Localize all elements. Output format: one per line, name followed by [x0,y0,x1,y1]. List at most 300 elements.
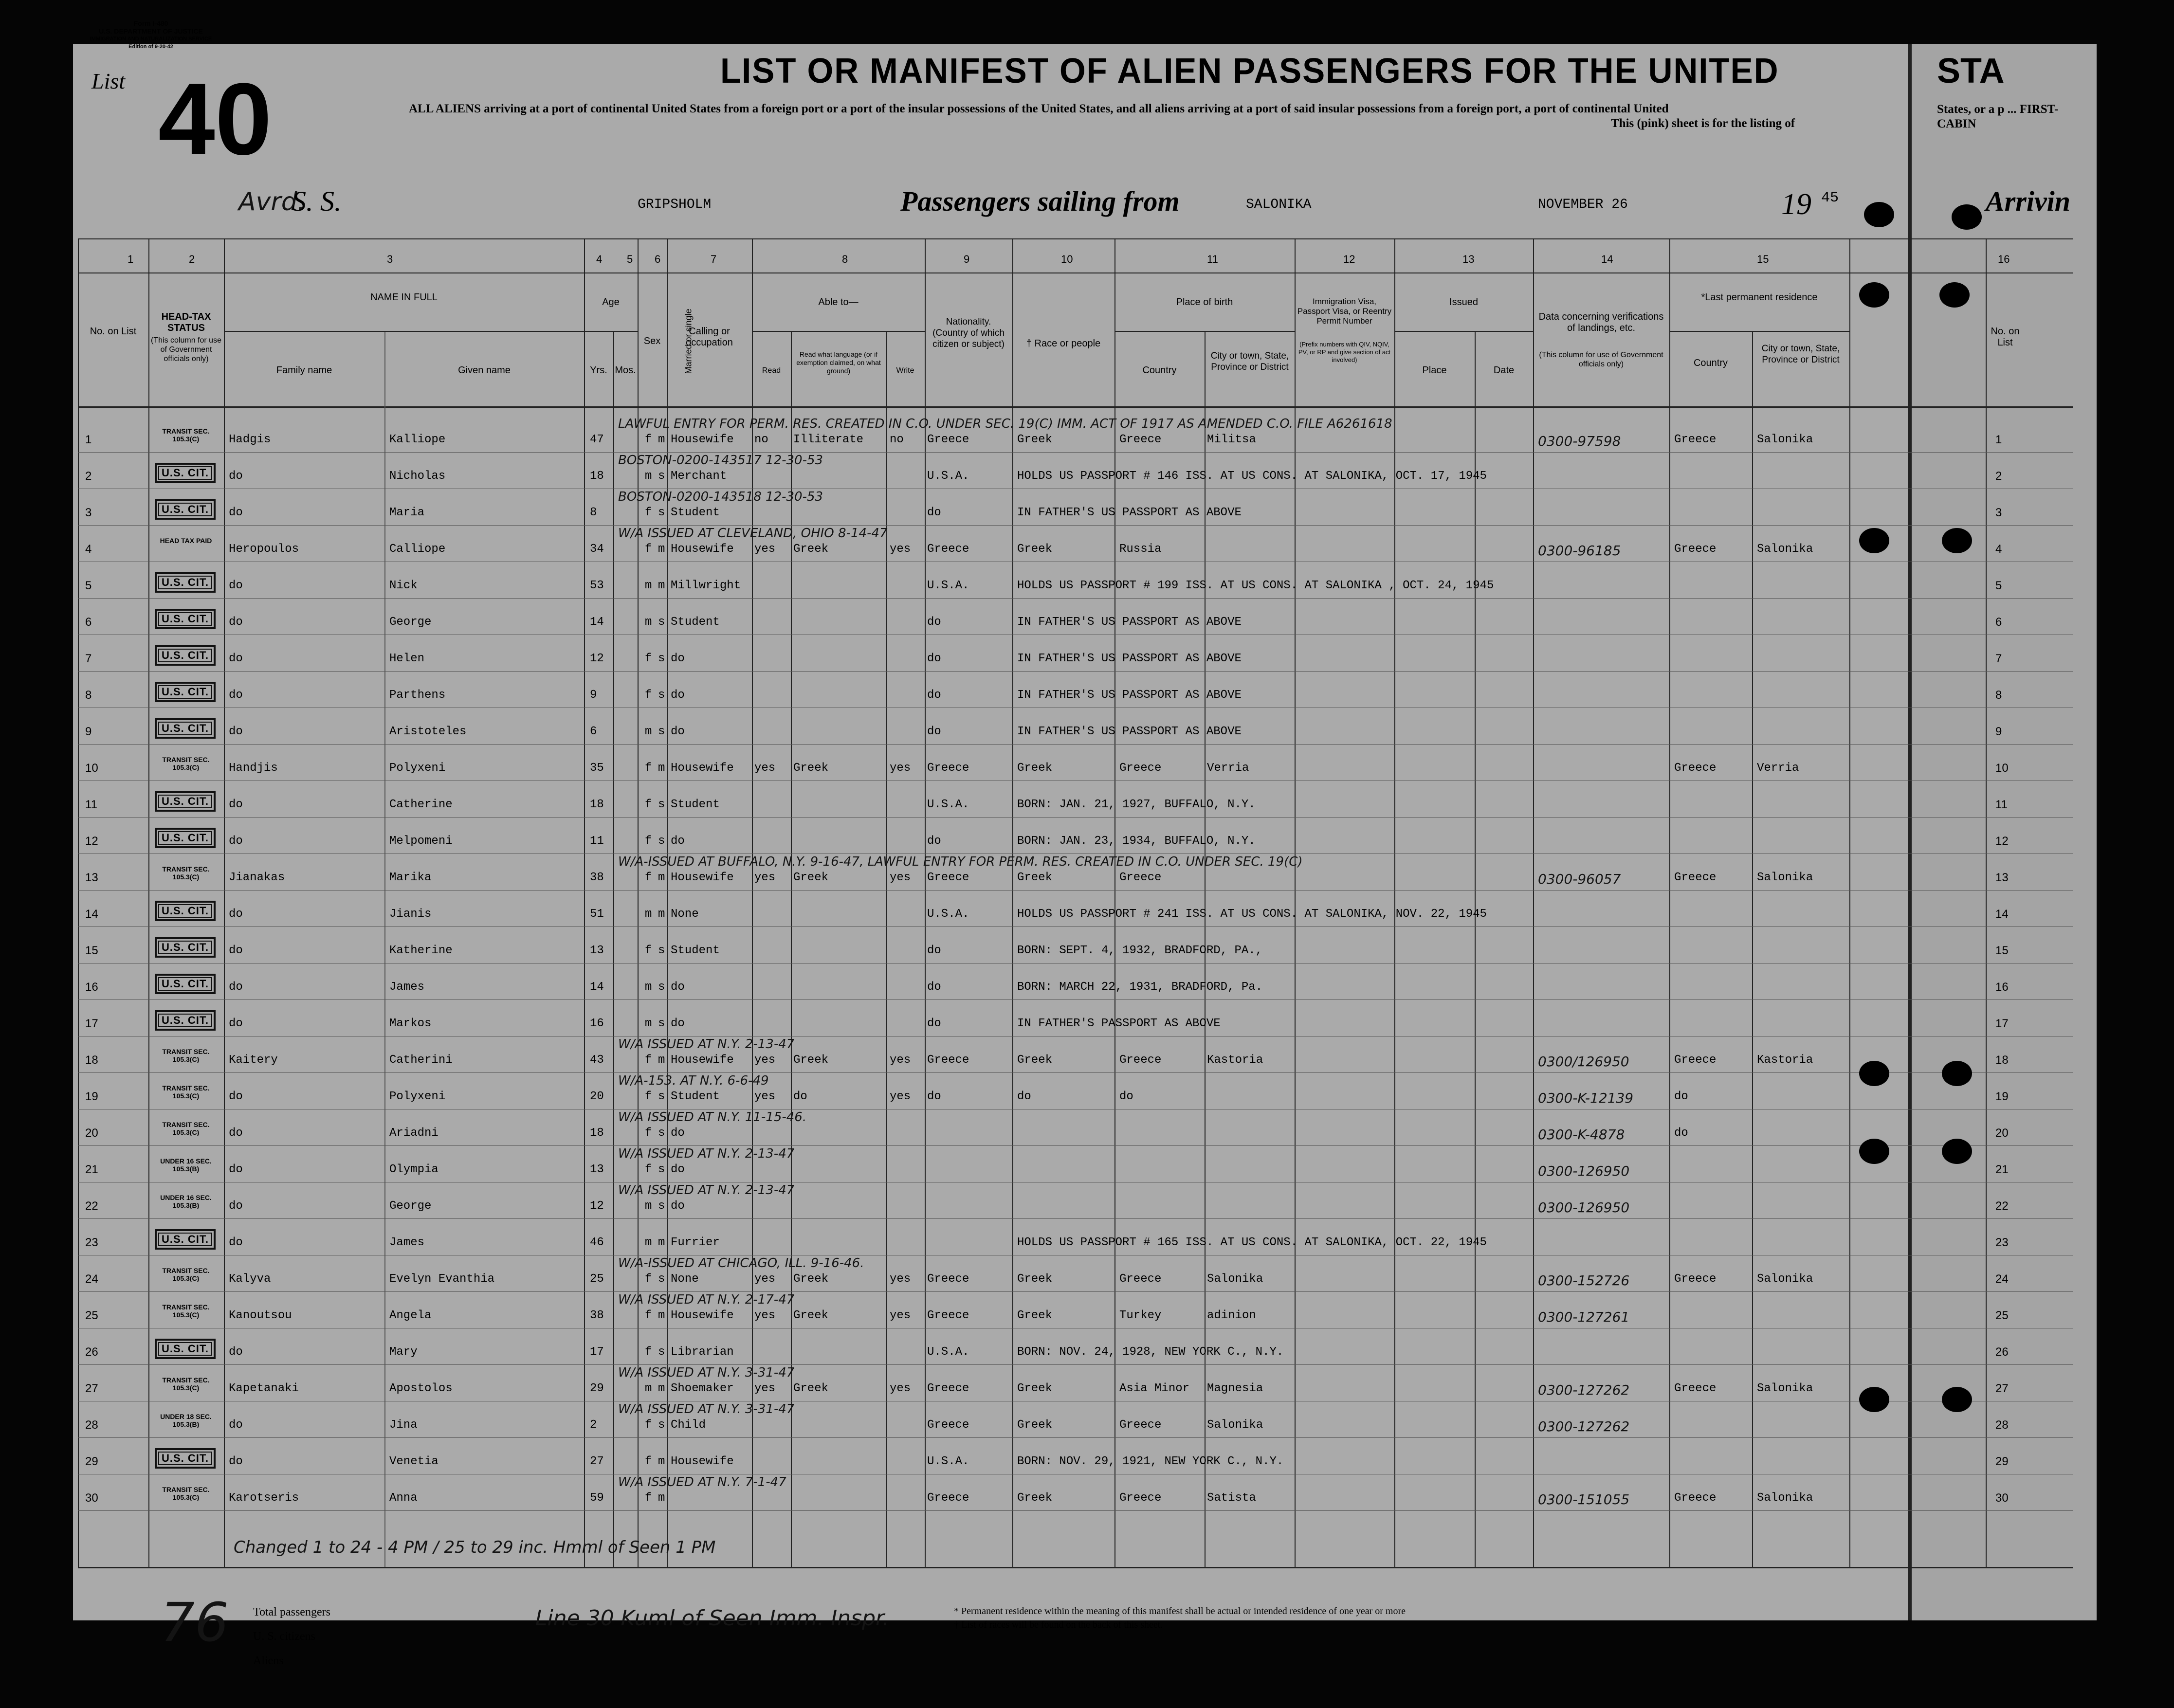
cell-city: adinion [1207,1309,1256,1322]
cell-handwritten-note: W/A ISSUED AT N.Y. 2-13-47 [618,1037,795,1052]
cell-country: Greece [1119,1054,1162,1067]
cell-sex: m [645,1017,652,1030]
cell-sex: f [645,762,652,775]
handwritten-bottom-note: Changed 1 to 24 - 4 PM / 25 to 29 inc. Hmml of Seen 1 PM [234,1538,716,1557]
stub-row-number: 11 [1995,798,2008,811]
rule-v [886,331,887,1567]
cell-handwritten-note: W/A ISSUED AT N.Y. 2-13-47 [618,1146,795,1161]
cell-calling: Student [671,798,720,811]
cell-race: Greek [1017,433,1053,446]
colnum-8: 8 [842,253,848,265]
us-cit-stamp: U.S. CIT. [155,791,216,812]
cell-given: George [389,1199,432,1213]
cell-passport: IN FATHER'S US PASSPORT AS ABOVE [1017,506,1242,519]
stub-row-number: 28 [1995,1418,2009,1432]
cell-race: Greek [1017,1309,1053,1322]
hdr-family-name: Family name [276,365,332,376]
cell-family: Handjis [229,762,278,775]
cell-family: do [229,944,243,957]
stub-row-number: 12 [1995,835,2009,848]
cell-family: Kanoutsou [229,1309,292,1322]
cell-given: Calliope [389,543,446,556]
cell-given: Ariadni [389,1127,438,1140]
cell-no: 15 [85,944,98,957]
cell-ms: m [658,1054,665,1067]
hdr-birth-city: City or town, State, Province or District [1210,351,1289,372]
cell-sex: f [645,543,652,556]
ink-dot [1939,282,1970,308]
cell-ms: s [658,652,665,665]
cell-no: 5 [85,579,92,592]
cell-given: Anna [389,1491,418,1505]
cell-family: do [229,1090,243,1103]
cell-lang: Greek [793,762,829,775]
stub-row-number: 17 [1995,1017,2009,1030]
cell-yrs: 18 [590,798,604,811]
cell-ms: s [658,944,665,957]
cell-sex: f [645,1272,652,1286]
cell-sex: m [645,1382,652,1395]
rule-v [148,238,149,1567]
cell-read: yes [754,1272,776,1286]
hdr-head-tax: HEAD-TAX STATUS [161,311,211,333]
cell-handwritten-note: W/A-ISSUED AT BUFFALO, N.Y. 9-16-47, LAWFUL ENTRY FOR PERM. RES. CREATED IN C.O. UNDER SEC. 19(C) [618,854,1303,869]
cell-no: 9 [85,725,92,738]
cell-calling: do [671,725,685,738]
ink-dot [1952,204,1982,230]
arriving-label: Arrivin [1986,185,2071,217]
us-cit-stamp: U.S. CIT. [155,463,216,483]
stub-row-number: 6 [1995,616,2002,629]
cell-family: Kalyva [229,1272,271,1286]
cell-family: do [229,1418,243,1432]
cell-sex: f [645,1163,652,1176]
cell-nat: Greece [927,1272,969,1286]
cell-given: George [389,616,432,629]
hdr-calling: Calling or occupation [686,326,733,348]
cell-ms: s [658,981,665,994]
cell-write: yes [890,1054,911,1067]
cell-rcity: Salonika [1757,543,1813,556]
ss-label: S. S. [292,185,342,217]
cell-yrs: 14 [590,981,604,994]
cell-yrs: 47 [590,433,604,446]
cell-yrs: 12 [590,1199,604,1213]
cell-calling: None [671,908,699,921]
cell-sex: f [645,1491,652,1505]
cell-rcountry: Greece [1674,762,1717,775]
cell-data: 0300-97598 [1538,433,1621,449]
cell-read: yes [754,871,776,884]
cell-rcountry: Greece [1674,543,1717,556]
cell-ms: s [658,1345,665,1359]
us-cit-stamp: U.S. CIT. [155,901,216,921]
cell-no: 22 [85,1199,98,1213]
cell-sex: m [645,981,652,994]
stub-row-number: 19 [1995,1090,2009,1103]
header-bottom-rule [78,406,2073,408]
stub-row-number: 29 [1995,1455,2009,1468]
rule-v [584,238,585,1567]
stub-row-number: 9 [1995,725,2002,738]
cell-country: Greece [1119,1272,1162,1286]
cell-rcity: Salonika [1757,1382,1813,1395]
cell-calling: Student [671,616,720,629]
colnum-15: 15 [1757,253,1769,265]
cell-yrs: 18 [590,1127,604,1140]
cell-given: Melpomeni [389,835,453,848]
cell-write: yes [890,762,911,775]
cell-family: Heropoulos [229,543,299,556]
cell-sex: f [645,798,652,811]
row-rule [78,598,2073,599]
head-tax-status: HEAD TAX PAID [160,537,212,545]
cell-family: do [229,1455,243,1468]
row-rule [78,1145,2073,1146]
colnum-5: 5 [627,253,633,265]
cell-data: 0300-96185 [1538,543,1621,559]
cell-passport: BORN: JAN. 23, 1934, BUFFALO, N.Y. [1017,835,1256,848]
head-tax-status: TRANSIT SEC. 105.3(C) [162,1303,210,1319]
cell-no: 14 [85,908,98,921]
us-cit-stamp: U.S. CIT. [155,937,216,958]
colnum-1: 1 [128,253,134,265]
cell-family: do [229,652,243,665]
rule-v [1752,331,1753,1567]
cell-rcountry: Greece [1674,871,1717,884]
head-tax-status: TRANSIT SEC. 105.3(C) [162,1267,210,1282]
handwritten-line30-note: Line 30 Kuml of Seen Imm. Inspr. [535,1606,890,1631]
cell-nat: do [927,981,941,994]
head-tax-status: UNDER 18 SEC. 105.3(B) [160,1413,212,1428]
cell-handwritten-note: W/A ISSUED AT N.Y. 11-15-46. [618,1110,807,1125]
cell-sex: m [645,470,652,483]
cell-nat: do [927,1090,941,1103]
cell-family: do [229,798,243,811]
cell-sex: f [645,1309,652,1322]
cell-race: Greek [1017,1418,1053,1432]
hdr-given-name: Given name [458,365,511,376]
cell-family: Karotseris [229,1491,299,1505]
cell-sex: f [645,1127,652,1140]
cell-calling: do [671,1163,685,1176]
colnum-3: 3 [387,253,393,265]
total-passengers-label: Total passengers [253,1606,330,1618]
stub-row-number: 5 [1995,579,2002,592]
cell-nat: U.S.A. [927,1345,969,1359]
cell-rcity: Salonika [1757,433,1813,446]
hdr-visa-note: (Prefix numbers with QIV, NQIV, PV, or RP and give section of act involved) [1298,341,1391,363]
row-rule [78,1218,2073,1219]
cell-given: Markos [389,1017,432,1030]
cell-calling: Housewife [671,1455,734,1468]
stub-row-number: 18 [1995,1054,2009,1067]
hdr-issued: Issued [1449,297,1478,308]
cell-rcountry: Greece [1674,433,1717,446]
cell-ms: s [658,1017,665,1030]
rule-v [1669,238,1670,1567]
cell-ms: s [658,1163,665,1176]
cell-no: 1 [85,433,92,446]
stub-row-number: 20 [1995,1127,2009,1140]
colnum-13: 13 [1462,253,1475,265]
cell-rcountry: Greece [1674,1054,1717,1067]
row-rule [78,1437,2073,1438]
cell-given: Jianis [389,908,432,921]
cell-ms: s [658,470,665,483]
ship-name: GRIPSHOLM [638,197,712,212]
cell-rcountry: do [1674,1090,1688,1103]
cell-country: Russia [1119,543,1162,556]
cell-calling: do [671,689,685,702]
cell-calling: Child [671,1418,706,1432]
cell-yrs: 59 [590,1491,604,1505]
table-top-rule [78,238,2073,239]
cell-family: do [229,579,243,592]
manifest-subtitle-pink: This (pink) sheet is for the listing of [1611,117,1795,130]
cell-passport: HOLDS US PASSPORT # 199 ISS. AT US CONS. AT SALONIKA , OCT. 24, 1945 [1017,579,1494,592]
row-rule [78,744,2073,745]
rule-v [78,238,79,1567]
rule-v [1295,238,1296,1567]
age-subrule [584,331,638,332]
ink-dot [1859,1061,1889,1086]
head-tax-status: TRANSIT SEC. 105.3(C) [162,865,210,881]
handwritten-page-number: 76 [161,1591,229,1653]
cell-handwritten-note: BOSTON-0200-143517 12-30-53 [618,453,823,468]
cell-sex: m [645,725,652,738]
cell-lang: Greek [793,1272,829,1286]
cell-no: 27 [85,1382,98,1395]
cell-no: 4 [85,543,92,556]
cell-data: 0300-K-12139 [1538,1090,1634,1106]
colnum-16: 16 [1998,253,2010,265]
hdr-write: Write [896,366,914,375]
head-tax-status: UNDER 16 SEC. 105.3(B) [160,1194,212,1209]
cell-nat: U.S.A. [927,470,969,483]
hdr-nationality: Nationality. (Country of which citizen or subject) [932,317,1005,349]
port-of-sailing: SALONIKA [1246,197,1312,212]
rule-v [224,238,225,1567]
cell-data: 0300-96057 [1538,871,1621,887]
cell-sex: f [645,506,652,519]
cell-nat: do [927,652,941,665]
cell-given: Olympia [389,1163,438,1176]
cell-yrs: 25 [590,1272,604,1286]
cell-passport: BORN: JAN. 21, 1927, BUFFALO, N.Y. [1017,798,1256,811]
stub-row-number: 15 [1995,944,2009,957]
cell-rcity: Salonika [1757,1272,1813,1286]
stub-row-number: 4 [1995,543,2002,556]
row-rule [78,671,2073,672]
cell-ms: m [658,1309,665,1322]
cell-nat: U.S.A. [927,579,969,592]
cell-sex: f [645,835,652,848]
cell-yrs: 29 [590,1382,604,1395]
cell-family: Jianakas [229,871,285,884]
cell-yrs: 2 [590,1418,597,1432]
cell-calling: Housewife [671,871,734,884]
cell-sex: f [645,1418,652,1432]
hdr-read: Read [762,366,781,375]
cell-country: Asia Minor [1119,1382,1190,1395]
cell-given: Polyxeni [389,762,446,775]
cell-race: Greek [1017,1382,1053,1395]
cell-calling: do [671,1199,685,1213]
cell-race: do [1017,1090,1031,1103]
department-block [78,19,224,51]
cell-data: 0300-K-4878 [1538,1127,1625,1143]
cell-calling: Shoemaker [671,1382,734,1395]
cell-given: Polyxeni [389,1090,446,1103]
cell-nat: U.S.A. [927,798,969,811]
cell-passport: HOLDS US PASSPORT # 165 ISS. AT US CONS. AT SALONIKA, OCT. 22, 1945 [1017,1236,1487,1249]
cell-given: Jina [389,1418,418,1432]
cell-lang: Illiterate [793,433,864,446]
cell-read: yes [754,1309,776,1322]
cell-country: Greece [1119,1418,1162,1432]
footnote-races: † List of races will be found on the back of this sheet. [954,1619,1163,1630]
cell-yrs: 18 [590,470,604,483]
issued-subrule [1394,331,1533,332]
row-rule [78,1072,2073,1073]
cell-read: yes [754,1054,776,1067]
cell-calling: Student [671,1090,720,1103]
cell-write: no [890,433,904,446]
rule-v [384,331,385,1567]
cell-no: 17 [85,1017,98,1030]
cell-yrs: 27 [590,1455,604,1468]
cell-handwritten-note: BOSTON-0200-143518 12-30-53 [618,490,823,504]
hdr-no-on-list: No. on List [90,326,137,337]
cell-yrs: 20 [590,1090,604,1103]
hdr-data-concerning: Data concerning verifications of landings, etc. [1538,311,1664,333]
row-rule [78,1364,2073,1365]
rule-v [791,331,792,1567]
cell-calling: Merchant [671,470,727,483]
stub-row-number: 8 [1995,689,2002,702]
cell-race: Greek [1017,1491,1053,1505]
cell-sex: m [645,616,652,629]
hdr-married: Married or single [683,309,694,374]
cell-sex: f [645,1054,652,1067]
cell-data: 0300-152726 [1538,1272,1630,1289]
name-subrule [224,331,584,332]
cell-family: do [229,908,243,921]
us-cit-stamp: U.S. CIT. [155,1010,216,1031]
stub-row-number: 14 [1995,908,2009,921]
hdr-issued-place: Place [1422,365,1447,376]
stub-row-number: 3 [1995,506,2002,519]
cell-yrs: 17 [590,1345,604,1359]
manifest-title: LIST OR MANIFEST OF ALIEN PASSENGERS FOR THE UNITED [720,52,1779,91]
cell-city: Salonika [1207,1418,1263,1432]
head-tax-status: TRANSIT SEC. 105.3(C) [162,1376,210,1392]
hdr-read-language: Read what language (or if exemption claimed, on what ground) [796,350,881,375]
us-cit-stamp: U.S. CIT. [155,572,216,593]
cell-country: do [1119,1090,1133,1103]
cell-yrs: 9 [590,689,597,702]
cell-rcity: Salonika [1757,1491,1813,1505]
cell-passport: BORN: MARCH 22, 1931, BRADFORD, Pa. [1017,981,1263,994]
us-cit-stamp: U.S. CIT. [155,645,216,666]
cell-ms: s [658,1090,665,1103]
cell-handwritten-note: W/A ISSUED AT N.Y. 2-17-47 [618,1292,795,1307]
cell-family: do [229,689,243,702]
cell-given: Venetia [389,1455,438,1468]
cell-nat: do [927,725,941,738]
cell-passport: HOLDS US PASSPORT # 241 ISS. AT US CONS. AT SALONIKA, NOV. 22, 1945 [1017,908,1487,921]
cell-calling: Housewife [671,1309,734,1322]
service: IMMIGRATION AND NATURALIZATION SERVICE [90,36,212,42]
cell-lang: Greek [793,543,829,556]
cell-family: do [229,616,243,629]
cell-family: do [229,1345,243,1359]
cell-no: 28 [85,1418,98,1432]
cell-ms: m [658,1455,665,1468]
cell-ms: s [658,798,665,811]
cell-no: 18 [85,1054,98,1067]
cell-passport: IN FATHER'S US PASSPORT AS ABOVE [1017,725,1242,738]
cell-nat: Greece [927,433,969,446]
cell-lang: Greek [793,1382,829,1395]
cell-passport: HOLDS US PASSPORT # 146 ISS. AT US CONS. AT SALONIKA, OCT. 17, 1945 [1017,470,1487,483]
hdr-race: † Race or people [1026,338,1101,349]
cell-nat: Greece [927,543,969,556]
cell-yrs: 53 [590,579,604,592]
cell-data: 0300/126950 [1538,1054,1629,1070]
cell-ms: s [658,1127,665,1140]
cell-sex: m [645,1199,652,1213]
hdr-name-in-full: NAME IN FULL [370,292,438,303]
cell-calling: Librarian [671,1345,734,1359]
cell-nat: U.S.A. [927,908,969,921]
cell-calling: do [671,981,685,994]
cell-given: James [389,981,425,994]
cell-family: Kaitery [229,1054,278,1067]
cell-rcity: Verria [1757,762,1799,775]
cell-country: Greece [1119,433,1162,446]
cell-nat: Greece [927,1309,969,1322]
cell-race: Greek [1017,871,1053,884]
stub-row-number: 2 [1995,470,2002,483]
cell-data: 0300-127262 [1538,1418,1630,1435]
cell-race: Greek [1017,1054,1053,1067]
cell-given: Katherine [389,944,453,957]
stub-row-number: 21 [1995,1163,2009,1176]
cell-yrs: 13 [590,944,604,957]
cell-nat: Greece [927,1054,969,1067]
cell-calling: do [671,1017,685,1030]
cell-yrs: 34 [590,543,604,556]
cell-city: Verria [1207,762,1249,775]
cell-family: Kapetanaki [229,1382,299,1395]
colnum-6: 6 [655,253,661,265]
cell-no: 8 [85,689,92,702]
cell-sex: f [645,1455,652,1468]
cell-ms: s [658,835,665,848]
ink-dot [1859,528,1889,553]
us-cit-stamp: U.S. CIT. [155,718,216,739]
colnum-4: 4 [596,253,603,265]
manifest-subtitle-right: States, or a p ... FIRST-CABIN [1937,103,2059,130]
colnum-12: 12 [1343,253,1355,265]
cell-family: do [229,1236,243,1249]
cell-write: yes [890,543,911,556]
cell-calling: Student [671,944,720,957]
cell-calling: do [671,1127,685,1140]
cell-handwritten-note: W/A ISSUED AT N.Y. 7-1-47 [618,1475,786,1490]
